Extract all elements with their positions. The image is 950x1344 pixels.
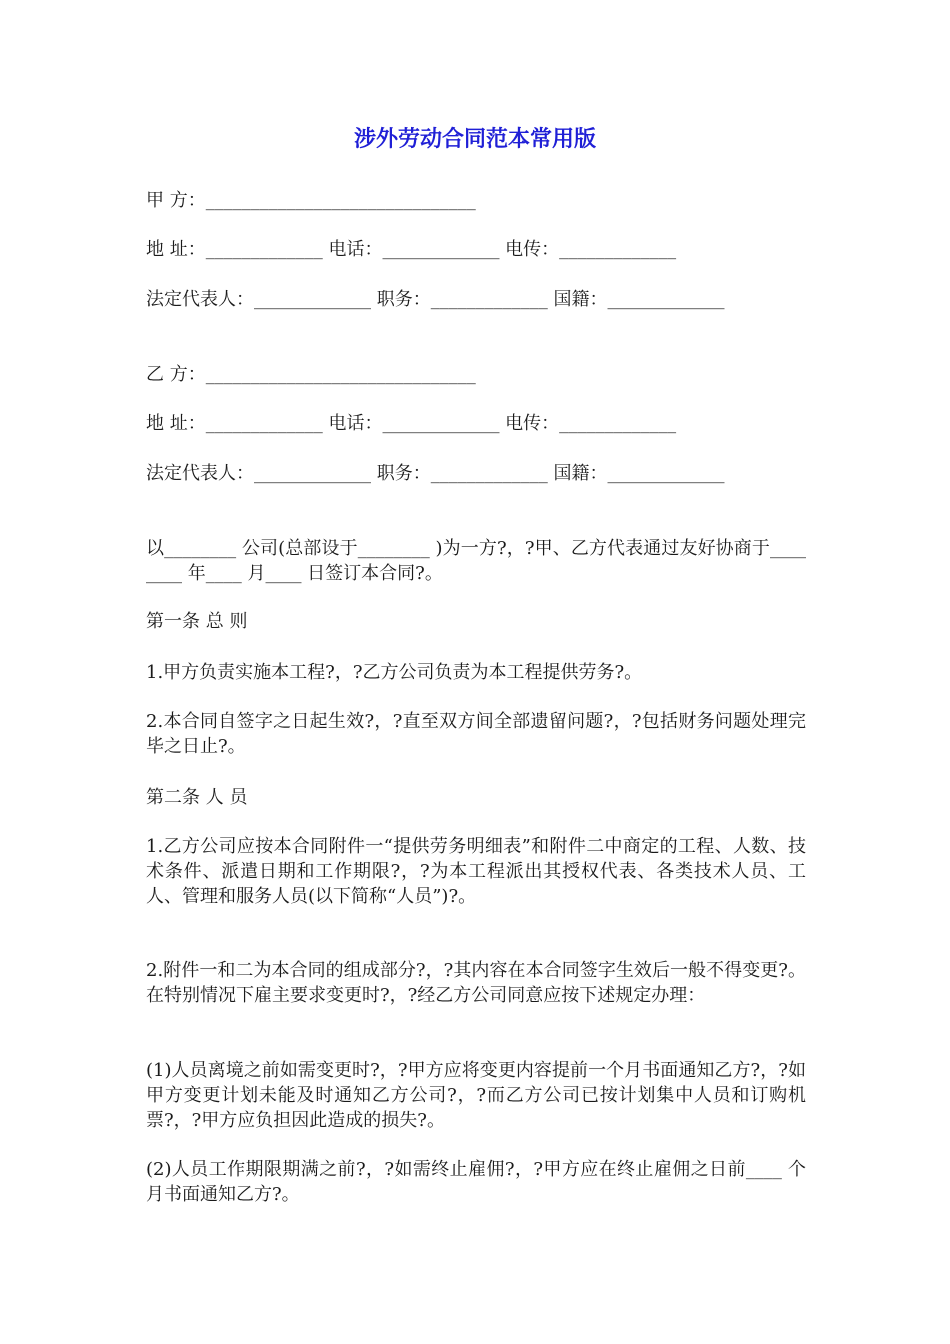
party-b-representative: 法定代表人：_____________ 职务：_____________ 国籍：_____________: [146, 463, 725, 484]
article-2-clause-2-item-2: (2)人员工作期限期满之前?，?如需终止雇佣?，?甲方应在终止雇佣之日前____ 个月书面通知乙方?。: [146, 1159, 806, 1205]
article-2-clause-2: 2.附件一和二为本合同的组成部分?，?其内容在本合同签字生效后一般不得变更?。在特别情况下雇主要求变更时?，?经乙方公司同意应按下述规定办理：: [146, 960, 806, 1006]
article-1-clause-2: 2.本合同自签字之日起生效?，?直至双方间全部遗留问题?，?包括财务问题处理完毕之日止?。: [146, 711, 806, 757]
party-a-contact: 地 址：_____________ 电话：_____________ 电传：_____________: [146, 239, 677, 260]
article-1-clause-1: 1.甲方负责实施本工程?，?乙方公司负责为本工程提供劳务?。: [146, 662, 643, 683]
article-2-clause-2-item-1: (1)人员离境之前如需变更时?，?甲方应将变更内容提前一个月书面通知乙方?，?如甲方变更计划未能及时通知乙方公司?，?而乙方公司已按计划集中人员和订购机票?，?甲方应负担因此造成的损失?。: [146, 1060, 806, 1131]
party-b-label: 乙 方：______________________________: [146, 364, 476, 385]
party-b-contact: 地 址：_____________ 电话：_____________ 电传：_____________: [146, 413, 677, 434]
article-2-heading: 第二条 人 员: [146, 787, 248, 808]
intro-paragraph: 以________ 公司(总部设于________ )为一方?，?甲、乙方代表通过友好协商于________ 年____ 月____ 日签订本合同?。: [146, 538, 806, 584]
document-title: 涉外劳动合同范本常用版: [353, 127, 596, 152]
party-a-representative: 法定代表人：_____________ 职务：_____________ 国籍：_____________: [146, 289, 725, 310]
article-2-clause-1: 1.乙方公司应按本合同附件一“提供劳务明细表”和附件二中商定的工程、人数、技术条件、派遣日期和工作期限?，?为本工程派出其授权代表、各类技术人员、工人、管理和服务人员(以下简称“人员”)?。: [146, 836, 806, 907]
party-a-label: 甲 方：______________________________: [146, 190, 476, 211]
article-1-heading: 第一条 总 则: [146, 611, 248, 632]
